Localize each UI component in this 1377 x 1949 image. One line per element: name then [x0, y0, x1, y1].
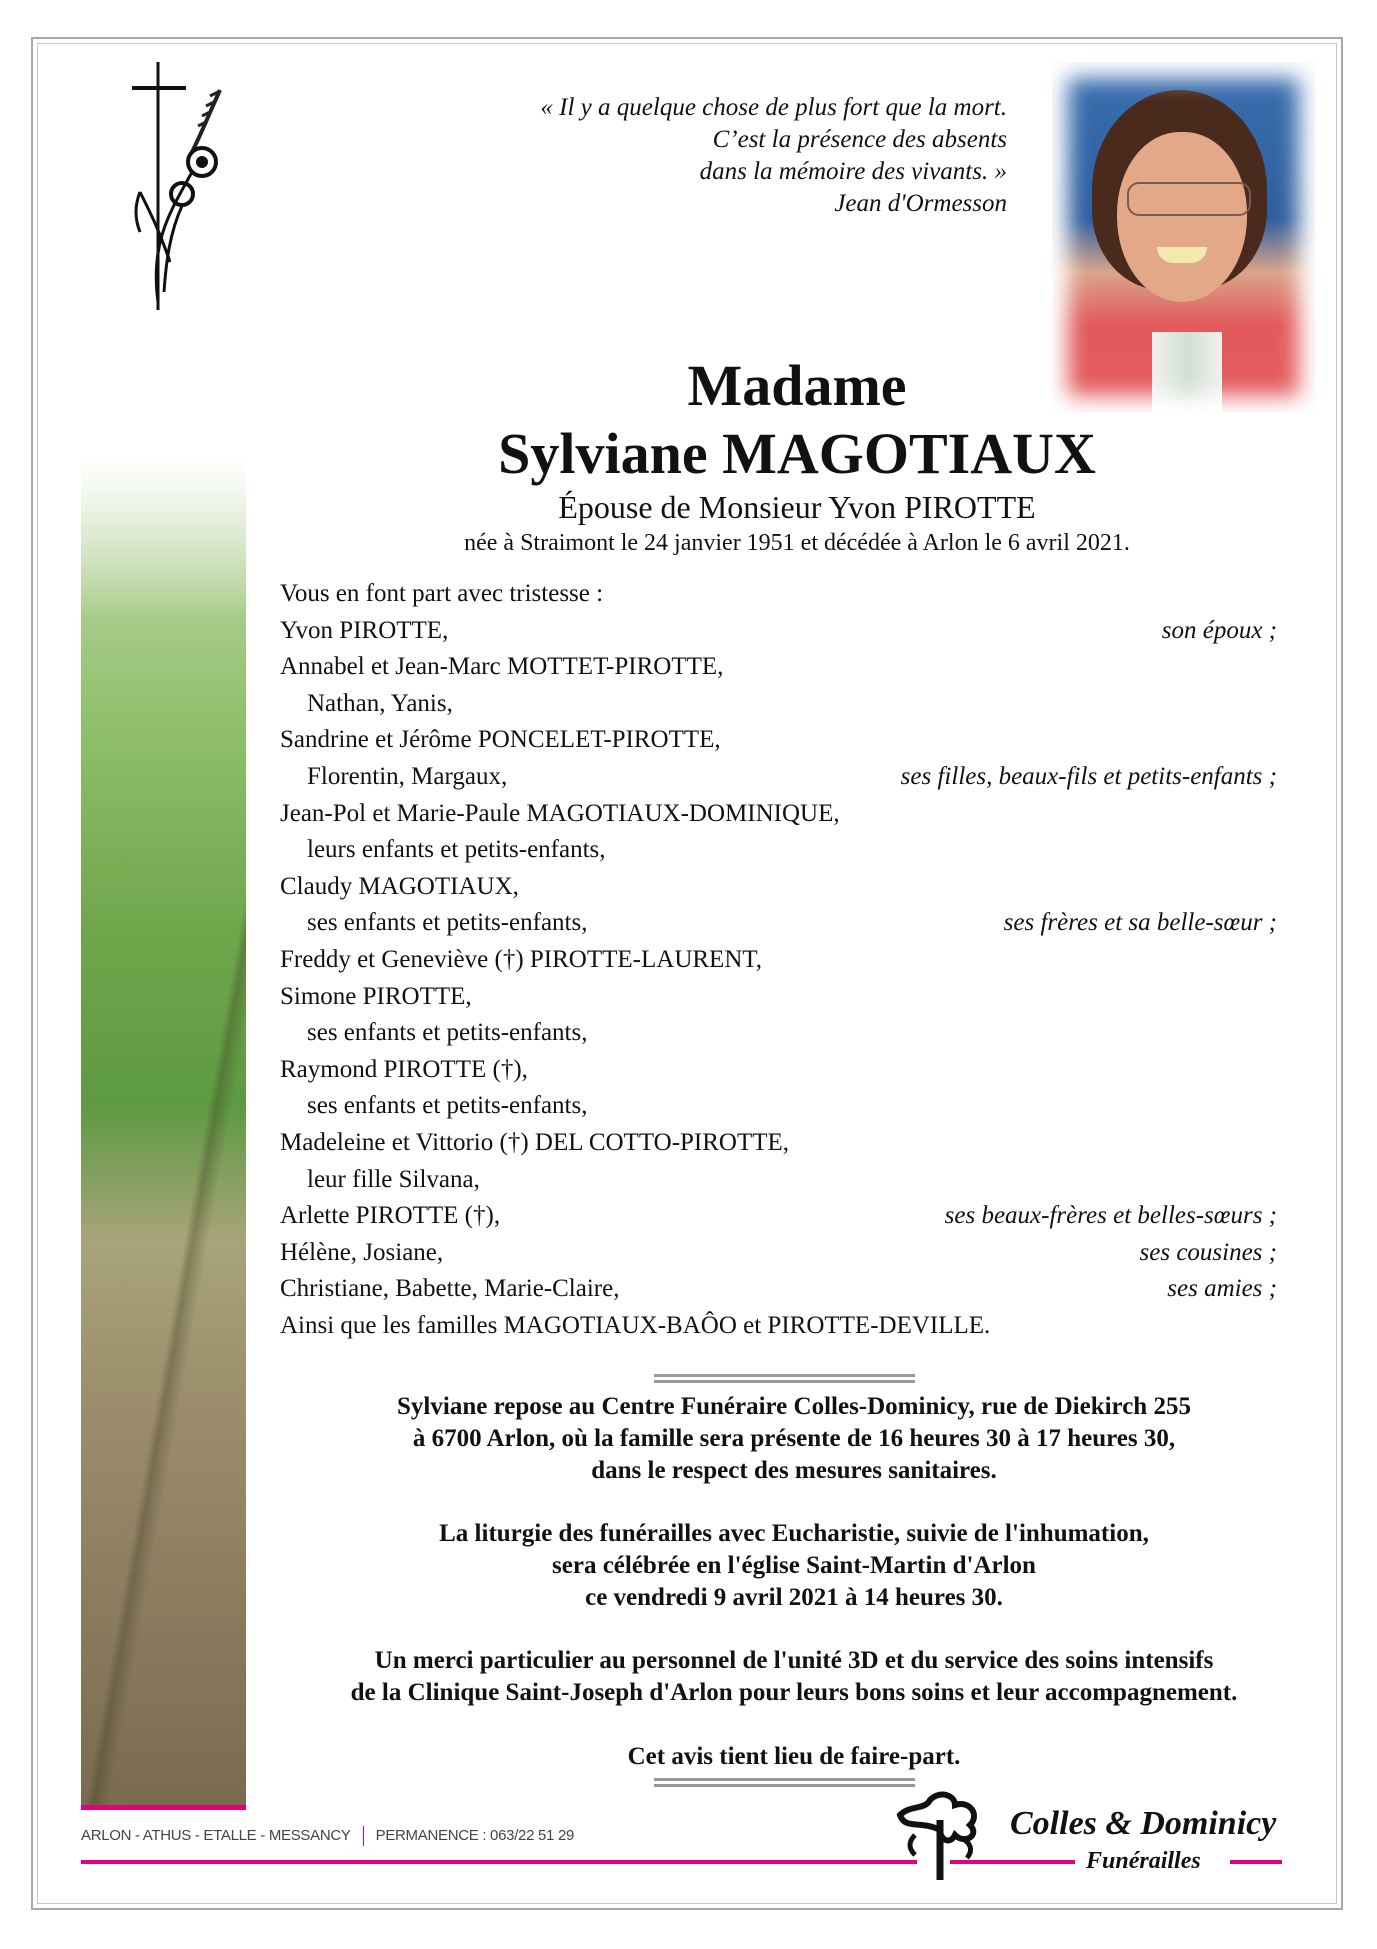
- family-row: [280, 649, 1277, 686]
- forest-path-image: [81, 459, 246, 1805]
- footer-contact: [81, 1826, 574, 1846]
- family-member: Vous en font part avec tristesse :: [280, 580, 604, 607]
- info-paragraph-thanks: [250, 1645, 1338, 1709]
- family-member: Nathan, Yanis,: [307, 689, 453, 717]
- family-row: [280, 722, 1277, 759]
- family-member: Florentin, Margaux,: [307, 762, 508, 790]
- family-row: [280, 832, 1277, 869]
- family-member: Madeleine et Vittorio (†) DEL COTTO-PIROTTE,: [280, 1128, 790, 1156]
- info-line: Un merci particulier au personnel de l'unité 3D et du service des soins intensifs: [374, 1647, 1214, 1674]
- family-row: [280, 979, 1277, 1016]
- family-list: [280, 576, 1277, 1344]
- footer-permanence: PERMANENCE : 063/22 51 29: [375, 1826, 575, 1844]
- quote-line: C’est la présence des absents: [712, 126, 1007, 153]
- family-member: Arlette PIROTTE (†),: [280, 1202, 501, 1230]
- footer-line: [81, 1860, 917, 1864]
- footer-line: [1230, 1860, 1282, 1864]
- family-member: Sandrine et Jérôme PONCELET-PIROTTE,: [280, 726, 721, 754]
- family-row: [280, 613, 1277, 650]
- info-line: à 6700 Arlon, où la famille sera présente de 16 heures 30 à 17 heures 30,: [412, 1425, 1176, 1452]
- tree-logo-icon: [885, 1790, 995, 1880]
- info-line: dans le respect des mesures sanitaires.: [591, 1457, 997, 1484]
- family-member: Yvon PIROTTE,: [280, 616, 449, 644]
- quote-line: dans la mémoire des vivants. »: [699, 158, 1007, 185]
- quote-line: « Il y a quelque chose de plus fort que la mort.: [540, 94, 1007, 121]
- family-row: [280, 686, 1277, 723]
- family-member: Christiane, Babette, Marie-Claire,: [280, 1275, 620, 1303]
- family-relation: ses amies ;: [1167, 1275, 1277, 1303]
- brand-subtitle: Funérailles: [1086, 1848, 1201, 1874]
- divider: [654, 1778, 915, 1787]
- dates-line: née à Straimont le 24 janvier 1951 et décédée à Arlon le 6 avril 2021.: [464, 530, 1130, 556]
- family-relation: ses cousines ;: [1139, 1238, 1277, 1266]
- info-line: La liturgie des funérailles avec Eucharistie, suivie de l'inhumation,: [439, 1520, 1149, 1547]
- info-line: sera célébrée en l'église Saint-Martin d'Arlon: [552, 1552, 1036, 1579]
- forest-accent-bar: [81, 1805, 246, 1810]
- family-row: [280, 869, 1277, 906]
- spouse-line: Épouse de Monsieur Yvon PIROTTE: [558, 489, 1036, 525]
- family-relation: ses beaux-frères et belles-sœurs ;: [944, 1202, 1277, 1230]
- family-row: [280, 1015, 1277, 1052]
- family-member: Annabel et Jean-Marc MOTTET-PIROTTE,: [280, 653, 724, 681]
- family-row: [280, 1052, 1277, 1089]
- family-member: Raymond PIROTTE (†),: [280, 1055, 528, 1083]
- family-row: [280, 796, 1277, 833]
- family-row: [280, 942, 1277, 979]
- info-notice: Cet avis tient lieu de faire-part.: [627, 1743, 961, 1770]
- info-line: Sylviane repose au Centre Funéraire Colles-Dominicy, rue de Diekirch 255: [397, 1393, 1191, 1420]
- family-member: Simone PIROTTE,: [280, 982, 472, 1010]
- family-row: [280, 759, 1277, 796]
- family-row: [280, 1162, 1277, 1199]
- info-paragraph-liturgy: [250, 1518, 1338, 1614]
- family-member: leur fille Silvana,: [307, 1165, 480, 1193]
- family-member: Freddy et Geneviève (†) PIROTTE-LAURENT,: [280, 945, 763, 973]
- family-member: ses enfants et petits-enfants,: [307, 1092, 588, 1120]
- family-row: [280, 1308, 1277, 1345]
- cross-rose-icon: [130, 62, 242, 312]
- quote: [540, 92, 1007, 220]
- family-member: ses enfants et petits-enfants,: [307, 1019, 588, 1047]
- family-relation: son époux ;: [1161, 616, 1277, 644]
- family-member: Ainsi que les familles MAGOTIAUX-BAÔO et PIROTTE-DEVILLE.: [280, 1311, 991, 1339]
- salutation: Madame: [687, 353, 907, 418]
- deceased-name: Sylviane MAGOTIAUX: [498, 421, 1096, 486]
- family-member: ses enfants et petits-enfants,: [307, 909, 588, 937]
- info-line: de la Clinique Saint-Joseph d'Arlon pour leurs bons soins et leur accompagnement.: [350, 1679, 1238, 1706]
- family-row: [280, 905, 1277, 942]
- info-paragraph-visitation: [250, 1391, 1338, 1487]
- family-relation: ses frères et sa belle-sœur ;: [1003, 909, 1277, 937]
- divider: [654, 1374, 915, 1383]
- family-row: [280, 1271, 1277, 1308]
- family-row: [280, 576, 1277, 613]
- footer-locations: ARLON - ATHUS - ETALLE - MESSANCY: [81, 1826, 351, 1844]
- family-member: Hélène, Josiane,: [280, 1238, 444, 1266]
- family-row: [280, 1088, 1277, 1125]
- family-member: leurs enfants et petits-enfants,: [307, 836, 606, 864]
- quote-author: Jean d'Ormesson: [834, 190, 1007, 217]
- family-row: [280, 1125, 1277, 1162]
- family-row: [280, 1198, 1277, 1235]
- family-row: [280, 1235, 1277, 1272]
- family-member: Jean-Pol et Marie-Paule MAGOTIAUX-DOMINIQUE,: [280, 799, 840, 827]
- family-member: Claudy MAGOTIAUX,: [280, 872, 519, 900]
- info-line: ce vendredi 9 avril 2021 à 14 heures 30.: [585, 1584, 1003, 1611]
- brand-name: Colles & Dominicy: [1010, 1805, 1277, 1842]
- family-relation: ses filles, beaux-fils et petits-enfants ;: [900, 762, 1277, 790]
